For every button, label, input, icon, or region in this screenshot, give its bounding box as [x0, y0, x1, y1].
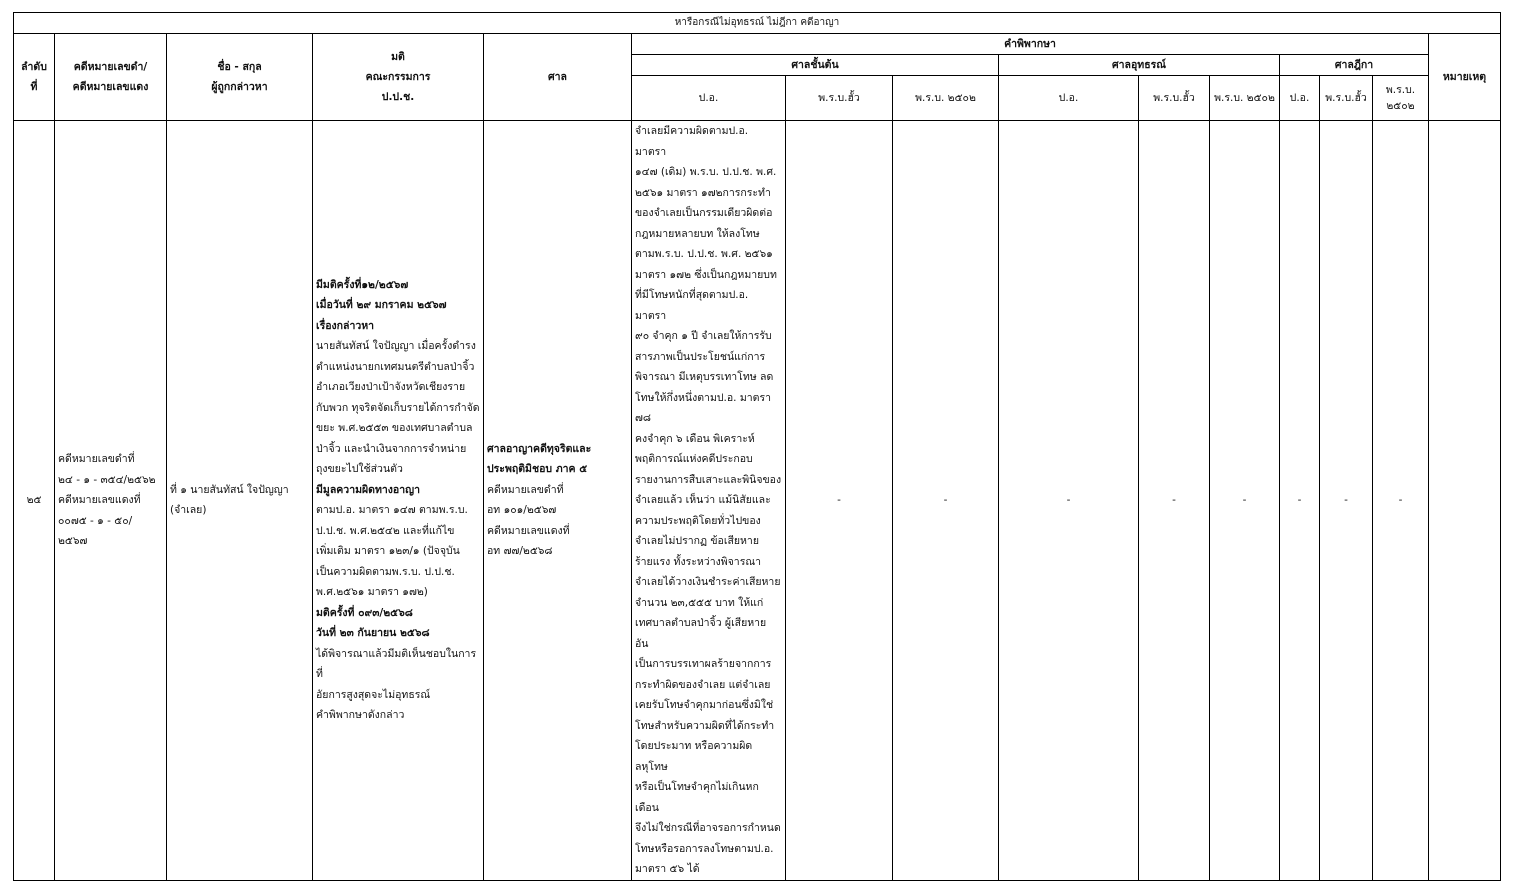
- header-remark: หมายเหตุ: [1429, 34, 1501, 121]
- header-appeal-pa: ป.อ.: [999, 76, 1139, 121]
- header-no: ลำดับ ที่: [14, 34, 55, 121]
- judgment-line: จำเลยได้วางเงินชำระค่าเสียหาย: [635, 576, 781, 588]
- resolution-line: ได้พิจารณาแล้วมีมติเห็นชอบในการที่: [316, 647, 477, 681]
- resolution-line: ป.ป.ช. พ.ศ.๒๕๔๒ และที่แก้ไข: [316, 524, 455, 537]
- court-line: คดีหมายเลขดำที่: [487, 483, 564, 496]
- header-name: ชื่อ - สกุล ผู้ถูกกล่าวหา: [167, 34, 313, 121]
- table-title: หารือกรณีไม่อุทธรณ์ ไม่ฎีกา คดีอาญา: [14, 13, 1501, 34]
- case-number-line: คดีหมายเลขแดงที่: [58, 494, 141, 506]
- judgment-line: มาตรา ๑๗๒ ซึ่งเป็นกฎหมายบท: [635, 268, 777, 281]
- resolution-line: พ.ศ.๒๕๖๑ มาตรา ๑๗๒): [316, 586, 428, 599]
- judgment-line: จำเลยไม่ปรากฏ ข้อเสียหาย: [635, 535, 759, 547]
- judgment-line: ที่มีโทษหนักที่สุดตามป.อ. มาตรา: [635, 289, 749, 322]
- resolution-line: มีมูลความผิดทางอาญา: [316, 483, 420, 496]
- cell-supreme-pa: -: [1280, 121, 1320, 881]
- resolution-line: เพิ่มเติม มาตรา ๑๒๓/๑ (ปัจจุบัน: [316, 545, 460, 558]
- judgment-line: ๙๐ จำคุก ๑ ปี จำเลยให้การรับ: [635, 330, 772, 342]
- resolution-line: ขยะ พ.ศ.๒๕๕๓ ของเทศบาลตำบล: [316, 422, 473, 435]
- court-line: ศาลอาญาคดีทุจริตและ: [487, 442, 592, 455]
- judgment-line: เทศบาลตำบลป่าจิ้ว ผู้เสียหาย อัน: [635, 617, 767, 650]
- judgment-line: พฤติการณ์แห่งคดีประกอบ: [635, 453, 753, 465]
- header-supreme-prb-ua: พ.ร.บ.ฮั้ว: [1320, 76, 1373, 121]
- resolution-line: ตำแหน่งนายกเทศมนตรีตำบลป่าจิ้ว: [316, 360, 475, 373]
- resolution-line: กับพวก ทุจริตจัดเก็บรายได้การกำจัด: [316, 401, 480, 414]
- resolution-line: ถุงขยะไปใช้ส่วนตัว: [316, 463, 403, 476]
- cell-case-number: [55, 121, 167, 881]
- cell-first-prb-ua: -: [893, 121, 999, 881]
- judgment-line: ของจำเลยเป็นกรรมเดียวผิดต่อ: [635, 207, 773, 219]
- judgment-line: ความประพฤติโดยทั่วไปของ: [635, 514, 761, 527]
- cell-court: [484, 121, 632, 881]
- resolution-line: อำเภอเวียงป่าเป้าจังหวัดเชียงราย: [316, 381, 466, 394]
- judgment-line: พิจารณา มีเหตุบรรเทาโทษ ลด: [635, 371, 774, 383]
- cell-first-pa: -: [786, 121, 893, 881]
- judgment-line: ๒๕๖๑ มาตรา ๑๗๒การกระทำ: [635, 186, 771, 199]
- resolution-line: เป็นความผิดตามพ.ร.บ. ป.ป.ช.: [316, 565, 455, 578]
- header-appeal-prb-ua: พ.ร.บ.ฮั้ว: [1139, 76, 1210, 121]
- case-number-line: ๒๔ - ๑ - ๓๕๔/๒๕๖๒: [58, 473, 156, 486]
- judgment-line: โทษให้กึ่งหนึ่งตามป.อ. มาตรา ๗๘: [635, 391, 772, 424]
- header-court: ศาล: [484, 34, 632, 121]
- judgment-line: จึงไม่ใช่กรณีที่อาจรอการกำหนด: [635, 822, 781, 834]
- table-row: [14, 121, 1501, 881]
- judgment-line: จำเลยแล้ว เห็นว่า แม้นิสัยและ: [635, 494, 771, 506]
- judgment-line: สารภาพเป็นประโยชน์แก่การ: [635, 350, 766, 363]
- resolution-line: นายสันทัสน์ ใจปัญญา เมื่อครั้งดำรง: [316, 340, 476, 353]
- resolution-line: คำพิพากษาดังกล่าว: [316, 709, 405, 722]
- name-line: (จำเลย): [170, 504, 207, 517]
- header-case-number: คดีหมายเลขดำ/ คดีหมายเลขแดง: [55, 34, 167, 121]
- court-line: ประพฤติมิชอบ ภาค ๕: [487, 463, 588, 476]
- resolution-line: มติครั้งที่ ๐๙๓/๒๕๖๘: [316, 606, 413, 619]
- judgment-line: เคยรับโทษจำคุกมาก่อนซึ่งมิใช่: [635, 699, 774, 711]
- header-judgment: คำพิพากษา: [632, 34, 1429, 55]
- header-supreme-court: ศาลฎีกา: [1280, 55, 1429, 76]
- name-line: ที่ ๑ นายสันทัสน์ ใจปัญญา: [170, 483, 289, 496]
- court-line: อท ๗๗/๒๕๖๘: [487, 545, 553, 558]
- header-first-prb-2502: พ.ร.บ. ๒๕๐๒: [893, 76, 999, 121]
- cell-appeal-prb-2502: -: [1210, 121, 1280, 881]
- cell-name: [167, 121, 313, 881]
- resolution-line: อัยการสูงสุดจะไม่อุทธรณ์: [316, 688, 431, 701]
- resolution-line: ตามป.อ. มาตรา ๑๔๗ ตามพ.ร.บ.: [316, 504, 468, 517]
- judgment-line: รายงานการสืบเสาะและพินิจของ: [635, 473, 782, 486]
- resolution-line: มีมติครั้งที่๑๒/๒๕๖๗: [316, 278, 409, 291]
- judgment-line: หรือเป็นโทษจำคุกไม่เกินหกเดือน: [635, 781, 759, 814]
- resolution-line: วันที่ ๒๓ กันยายน ๒๕๖๘: [316, 627, 430, 640]
- header-supreme-prb-2502: พ.ร.บ. ๒๕๐๒: [1373, 76, 1429, 121]
- judgment-table-sheet: [13, 12, 1500, 875]
- judgment-line: กฎหมายหลายบท ให้ลงโทษ: [635, 227, 760, 240]
- judgment-line: โดยประมาท หรือความผิดลหุโทษ: [635, 740, 753, 773]
- resolution-line: ป่าจิ้ว และนำเงินจากการจำหน่าย: [316, 442, 467, 455]
- cell-appeal-prb-ua: -: [1139, 121, 1210, 881]
- judgment-table: [13, 12, 1501, 881]
- judgment-line: จำเลยมีความผิดตามป.อ. มาตรา: [635, 125, 749, 158]
- cell-supreme-prb-ua: -: [1320, 121, 1373, 881]
- cell-appeal-pa: -: [999, 121, 1139, 881]
- resolution-line: เมื่อวันที่ ๒๙ มกราคม ๒๕๖๗: [316, 299, 447, 312]
- header-first-prb-ua: พ.ร.บ.ฮั้ว: [786, 76, 893, 121]
- header-supreme-pa: ป.อ.: [1280, 76, 1320, 121]
- cell-no: ๒๕: [14, 121, 55, 881]
- judgment-line: มาตรา ๕๖ ได้: [635, 863, 700, 875]
- judgment-line: คงจำคุก ๖ เดือน พิเคราะห์: [635, 432, 755, 445]
- judgment-line: ร้ายแรง ทั้งระหว่างพิจารณา: [635, 555, 761, 568]
- court-line: คดีหมายเลขแดงที่: [487, 524, 570, 537]
- judgment-line: เป็นการบรรเทาผลร้ายจากการ: [635, 658, 772, 670]
- case-number-line: คดีหมายเลขดำที่: [58, 453, 135, 465]
- judgment-line: ตามพ.ร.บ. ป.ป.ช. พ.ศ. ๒๕๖๑: [635, 248, 773, 260]
- judgment-line: จำนวน ๒๓,๕๕๕ บาท ให้แก่: [635, 596, 764, 609]
- judgment-line: โทษหรือรอการลงโทษตามป.อ.: [635, 842, 774, 855]
- cell-remark: [1429, 121, 1501, 881]
- judgment-line: กระทำผิดของจำเลย แต่จำเลย: [635, 678, 771, 691]
- header-first-court: ศาลชั้นต้น: [632, 55, 999, 76]
- case-number-line: ๐๐๗๕ - ๑ - ๕๐/: [58, 514, 133, 527]
- header-resolution: มติ คณะกรรมการ ป.ป.ช.: [313, 34, 484, 121]
- cell-resolution: [313, 121, 484, 881]
- cell-judgment: [632, 121, 786, 881]
- header-appeal-court: ศาลอุทธรณ์: [999, 55, 1280, 76]
- resolution-line: เรื่องกล่าวหา: [316, 319, 375, 332]
- judgment-line: ๑๔๗ (เดิม) พ.ร.บ. ป.ป.ช. พ.ศ.: [635, 166, 777, 178]
- judgment-line: โทษสำหรับความผิดที่ได้กระทำ: [635, 719, 775, 732]
- cell-supreme-prb-2502: -: [1373, 121, 1429, 881]
- header-first-pa: ป.อ.: [632, 76, 786, 121]
- court-line: อท ๑๐๑/๒๕๖๗: [487, 504, 557, 517]
- header-appeal-prb-2502: พ.ร.บ. ๒๕๐๒: [1210, 76, 1280, 121]
- case-number-line: ๒๕๖๗: [58, 535, 88, 547]
